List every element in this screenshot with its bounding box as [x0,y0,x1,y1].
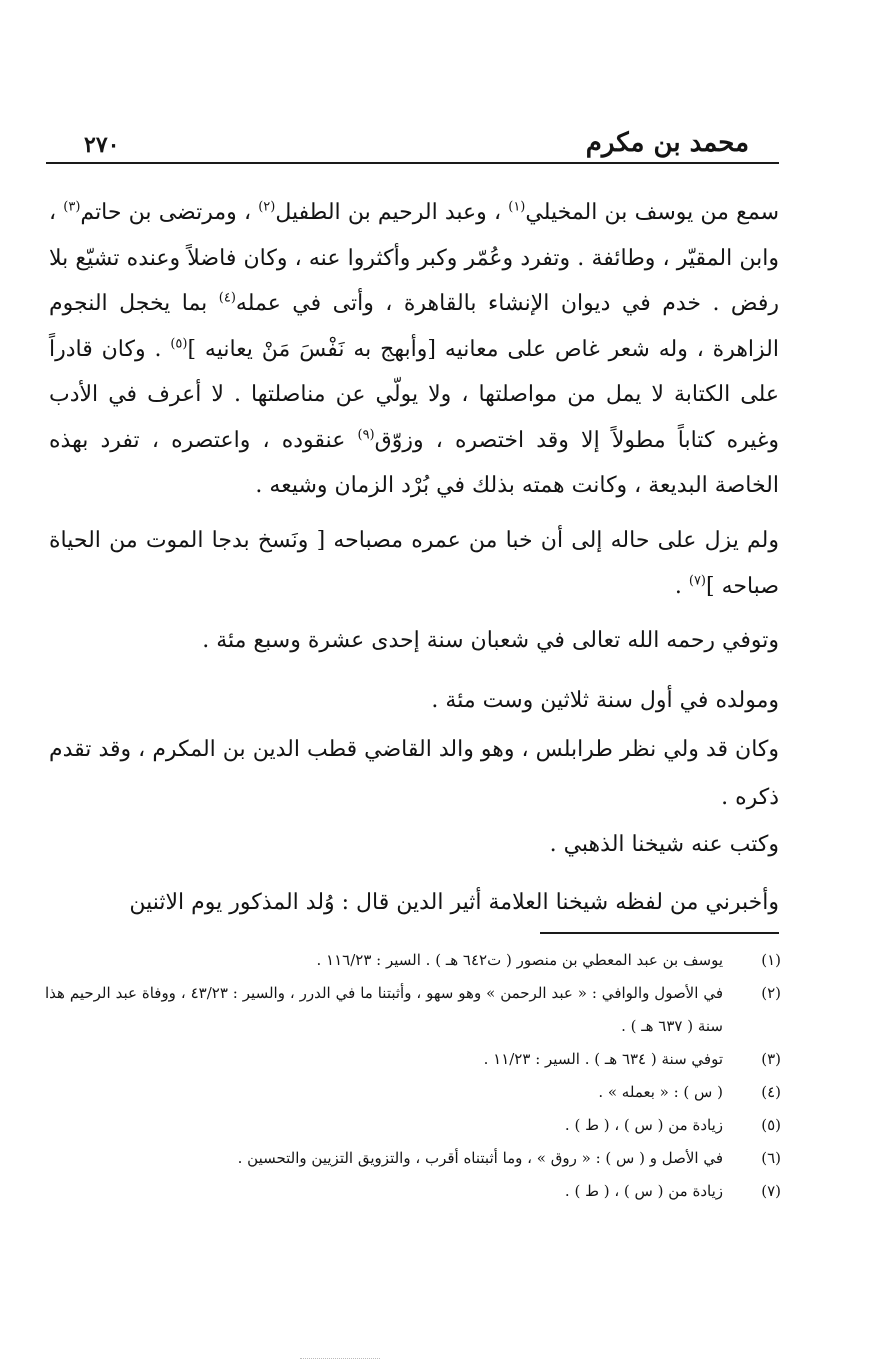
header-rule [46,162,779,164]
footnote-marker: (٣) [63,199,81,215]
footnote [45,944,781,977]
paragraph-death [49,618,779,664]
footnotes [45,944,781,1208]
text-segment: ولم يزل على حاله إلى أن خبا من عمره مصباحه [ ونَسخ بدجا الموت من الحياة صباحه ] [49,528,779,599]
footnote-number: (٧) [761,1182,781,1200]
footnote-number: (٢) [761,984,781,1002]
footnote-text: ( س ) : « بعمله » . [598,1083,723,1101]
paragraph-text: ومولده في أول سنة ثلاثين وست مئة . [431,688,779,713]
paragraph-lamp [49,518,779,610]
footnote-marker: (٧) [688,573,706,589]
text-segment: . وكان قادراً على الكتابة لا يمل من مواصلتها ، ولا يولّي عن مناصلتها . لا أعرف في الأدب وغيره كتاباً مطولاً إلا وقد اختصره ، وزوّق [49,336,779,453]
footnote-marker: (٢) [258,199,276,215]
footnote-marker: (١) [508,199,526,215]
footnote-number: (٦) [761,1149,781,1167]
scan-artifact [300,1358,380,1360]
footnote [45,1142,781,1175]
paragraph-birth [49,678,779,724]
paragraph-tripoli [49,726,779,822]
footnote-text: توفي سنة ( ٦٣٤ هـ ) . السير : ١١/٢٣ . [483,1050,723,1068]
text-segment: عنقوده ، واعتصره ، تفرد بهذه الخاصة البديعة ، وكانت همته بذلك في بُرْد الزمان وشيعه . [49,427,779,498]
text-segment: بما يخجل النجوم الزاهرة ، وله شعر غاص على معانيه [وأبهج به نَفْسَ مَنْ يعانيه ] [49,291,780,362]
footnote-text: زيادة من ( س ) ، ( ط ) . [564,1116,723,1134]
paragraph-text: وكتب عنه شيخنا الذهبي . [549,832,779,857]
footnote [45,1076,781,1109]
footnote-text: زيادة من ( س ) ، ( ط ) . [564,1182,723,1200]
footnote [45,977,781,1043]
paragraph-text: وتوفي رحمه الله تعالى في شعبان سنة إحدى عشرة وسبع مئة . [202,628,779,653]
paragraph-biography [49,190,779,509]
footnote-marker: (٤) [218,290,236,306]
footnote-marker: (٩) [357,427,375,443]
paragraph-text: وكان قد ولي نظر طرابلس ، وهو والد القاضي قطب الدين بن المكرم ، وقد تقدم ذكره . [49,737,779,810]
footnote-marker: (٥) [170,336,188,352]
footnote-number: (٤) [761,1083,781,1101]
running-title: محمد بن مكرم [585,128,749,158]
footnote-text: يوسف بن عبد المعطي بن منصور ( ت٦٤٢ هـ ) . السير : ١١٦/٢٣ . [316,951,723,969]
text-segment: . [674,574,689,599]
paragraph-dhahabi [49,822,779,868]
footnote-text: في الأصل و ( س ) : « روق » ، وما أثبتناه أقرب ، والتزويق التزيين والتحسين . [237,1149,723,1167]
text-segment: ، ومرتضى بن حاتم [80,200,259,225]
footnote-number: (٣) [761,1050,781,1068]
footnote [45,1043,781,1076]
page-number: ٢٧٠ [84,132,120,158]
paragraph-athir [49,880,779,926]
paragraph-text: وأخبرني من لفظه شيخنا العلامة أثير الدين قال : وُلد المذكور يوم الاثنين [129,890,779,915]
text-segment: سمع من يوسف بن المخيلي [525,200,779,225]
text-segment: ، وابن المقيّر ، وطائفة . وتفرد وعُمّر وكبر وأكثروا عنه ، وكان فاضلاً وعنده تشيّع بلا رفض . خدم في ديوان الإنشاء بالقاهرة ، وأتى في عمله [49,200,779,316]
footnote-text: في الأصول والوافي : « عبد الرحمن » وهو سهو ، وأثبتنا ما في الدرر ، والسير : ٤٣/٢٣ ، ووفاة عبد الرحيم هذا سنة ( ٦٣٧ هـ ) . [45,984,723,1035]
text-segment: ، وعبد الرحيم بن الطفيل [275,200,509,225]
footnote-number: (٥) [761,1116,781,1134]
footnote [45,1175,781,1208]
footnote-separator [540,932,779,934]
footnote-number: (١) [761,951,781,969]
footnote [45,1109,781,1142]
